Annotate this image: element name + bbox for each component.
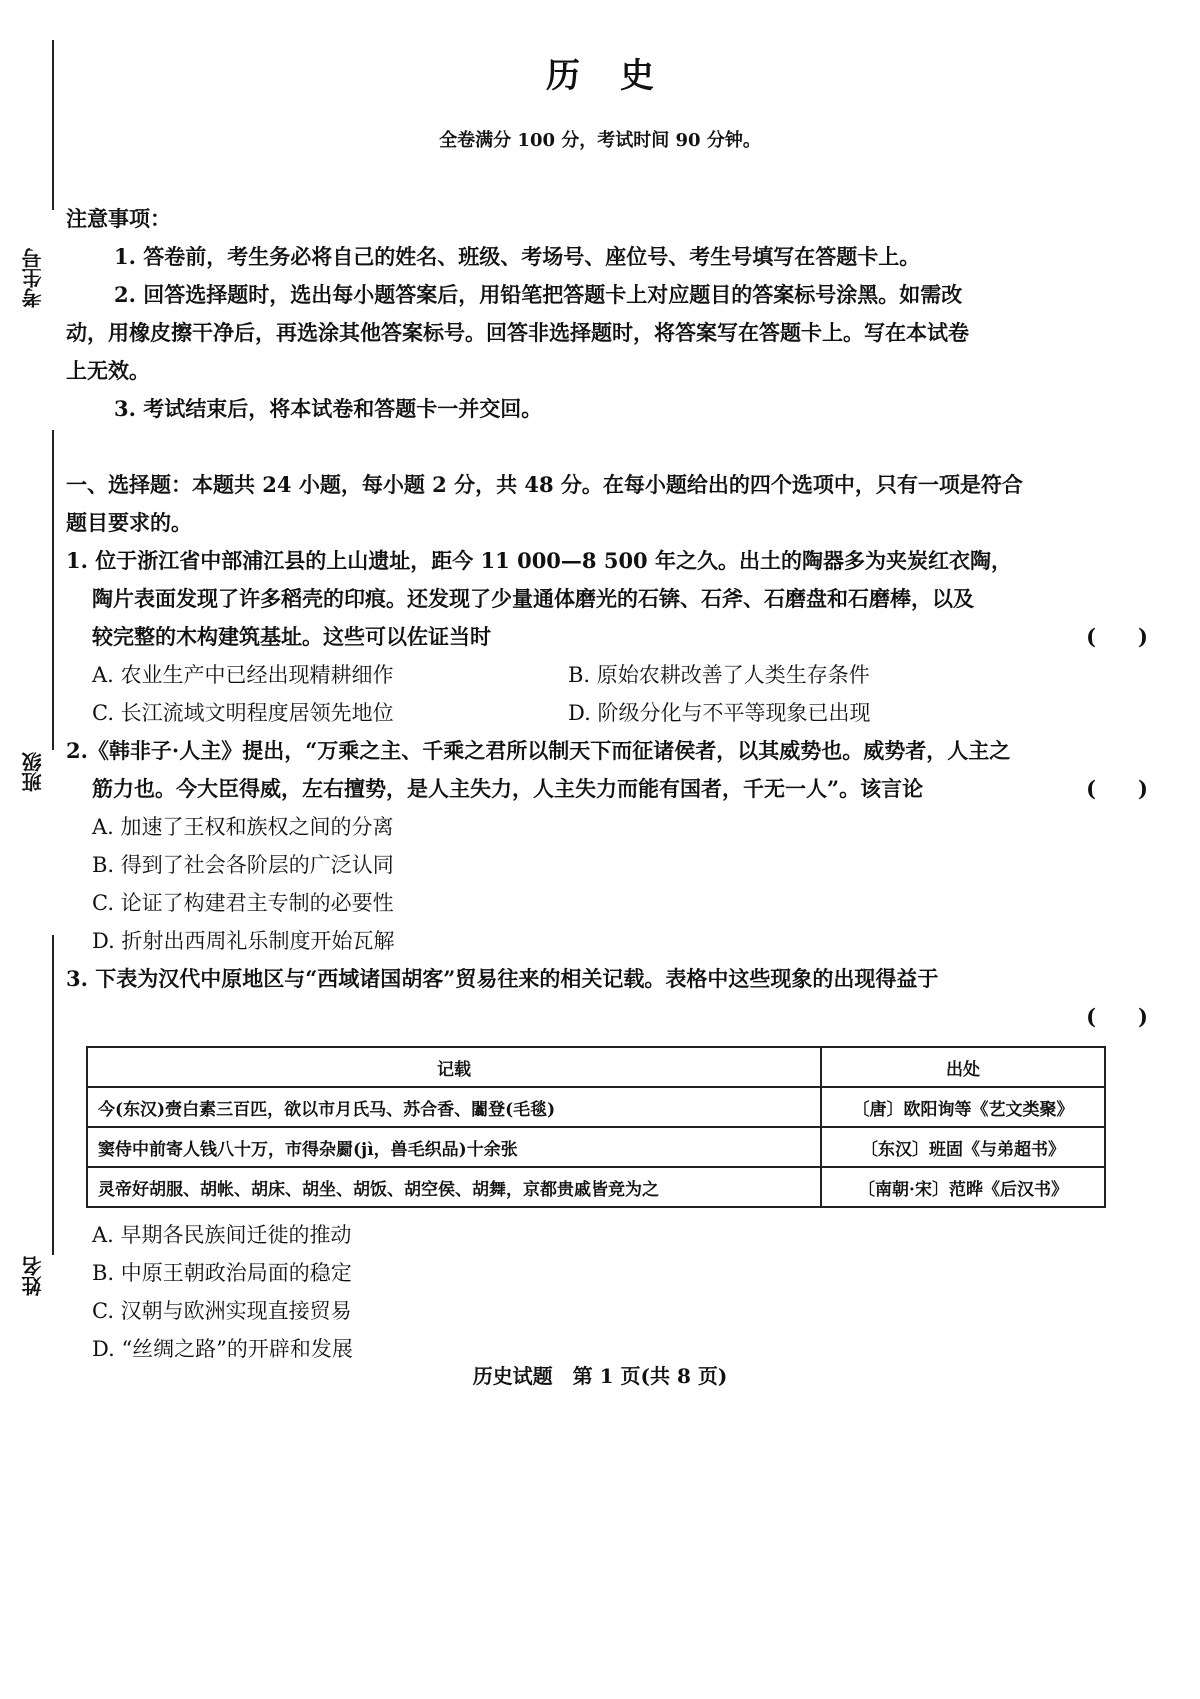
table-row [87, 1167, 1105, 1207]
option-a: A. 早期各民族间迁徙的推动 [92, 1223, 352, 1247]
binding-line-middle [52, 430, 54, 750]
option-b: B. 得到了社会各阶层的广泛认同 [92, 853, 394, 877]
table-cell-record: 今(东汉)赍白素三百匹，欲以市月氏马、苏合香、闟登(毛毯) [87, 1087, 821, 1127]
notice-line: 3. 考试结束后，将本试卷和答题卡一并交回。 [114, 396, 543, 421]
section-heading-line: 题目要求的。 [66, 510, 192, 535]
option-d: D. “丝绸之路”的开辟和发展 [92, 1337, 353, 1361]
question-stem-last [66, 618, 1154, 656]
exam-content [66, 200, 1154, 1368]
option-b: B. 原始农耕改善了人类生存条件 [568, 663, 870, 687]
table-cell-record: 灵帝好胡服、胡帐、胡床、胡坐、胡饭、胡空侯、胡舞，京都贵戚皆竞为之 [87, 1167, 821, 1207]
section-heading-line: 一、选择题：本题共 24 小题，每小题 2 分，共 48 分。在每小题给出的四个选项中，只有一项是符合 [66, 472, 1023, 497]
options [66, 656, 1154, 732]
page-title: 历史 [546, 56, 694, 96]
option-a: A. 加速了王权和族权之间的分离 [92, 815, 394, 839]
table-row [87, 1087, 1105, 1127]
question-stem: 陶片表面发现了许多稻壳的印痕。还发现了少量通体磨光的石锛、石斧、石磨盘和石磨棒，以及 [92, 586, 974, 611]
section-heading [66, 466, 1154, 542]
binding-line-bottom [52, 935, 54, 1255]
option-b: B. 中原王朝政治局面的稳定 [92, 1261, 352, 1285]
margin-label-class: 班级 [21, 752, 45, 792]
option-c: C. 论证了构建君主专制的必要性 [92, 891, 394, 915]
margin-label-name: 姓名 [21, 1256, 45, 1296]
answer-bracket: ( ) [1086, 776, 1148, 801]
exam-info: 全卷满分 100 分，考试时间 90 分钟。 [439, 130, 761, 151]
question-stem: 1. 位于浙江省中部浦江县的上山遗址，距今 11 000—8 500 年之久。出土的陶器多为夹炭红衣陶， [66, 548, 1012, 573]
notice-line: 上无效。 [66, 358, 150, 383]
notice-line: 1. 答卷前，考生务必将自己的姓名、班级、考场号、座位号、考生号填写在答题卡上。 [114, 244, 921, 269]
question-stem: 3. 下表为汉代中原地区与“西域诸国胡客”贸易往来的相关记载。表格中这些现象的出现得益于 [66, 966, 939, 991]
notice-line: 2. 回答选择题时，选出每小题答案后，用铅笔把答题卡上对应题目的答案标号涂黑。如需改 [114, 282, 963, 307]
table-header-row [87, 1047, 1105, 1087]
table-cell-source: 〔南朝·宋〕范晔《后汉书》 [821, 1167, 1105, 1207]
question-2 [66, 732, 1154, 960]
page-footer: 历史试题 第 1 页(共 8 页) [472, 1364, 728, 1388]
question-stem-last [66, 998, 1154, 1036]
notice-line: 动，用橡皮擦干净后，再选涂其他答案标号。回答非选择题时，将答案写在答题卡上。写在本试卷 [66, 320, 969, 345]
notice-section [66, 200, 1154, 428]
table-header: 出处 [821, 1047, 1105, 1087]
margin-label-exam-number: 考生号 [21, 248, 45, 308]
table-cell-source: 〔唐〕欧阳询等《艺文类聚》 [821, 1087, 1105, 1127]
option-c: C. 长江流域文明程度居领先地位 [92, 701, 394, 725]
question-stem: 2.《韩非子·人主》提出，“万乘之主、千乘之君所以制天下而征诸侯者，以其威势也。威势者，人主之 [66, 738, 1011, 763]
question-stem-last [66, 770, 1154, 808]
option-c: C. 汉朝与欧洲实现直接贸易 [92, 1299, 352, 1323]
question-3 [66, 960, 1154, 1368]
table-row [87, 1127, 1105, 1167]
option-d: D. 折射出西周礼乐制度开始瓦解 [92, 929, 395, 953]
table-cell-source: 〔东汉〕班固《与弟超书》 [821, 1127, 1105, 1167]
answer-bracket: ( ) [1086, 1004, 1148, 1029]
question-stem: 筋力也。今大臣得威，左右擅势，是人主失力，人主失力而能有国者，千无一人”。该言论 [92, 776, 924, 801]
notice-heading: 注意事项： [66, 206, 171, 231]
record-table [86, 1046, 1106, 1208]
option-d: D. 阶级分化与不平等现象已出现 [568, 701, 871, 725]
question-1 [66, 542, 1154, 732]
table-header: 记载 [87, 1047, 821, 1087]
question-stem: 较完整的木构建筑基址。这些可以佐证当时 [92, 624, 491, 649]
table-cell-record: 窦侍中前寄人钱八十万，市得杂罽(jì，兽毛织品)十余张 [87, 1127, 821, 1167]
answer-bracket: ( ) [1086, 624, 1148, 649]
option-a: A. 农业生产中已经出现精耕细作 [92, 663, 394, 687]
